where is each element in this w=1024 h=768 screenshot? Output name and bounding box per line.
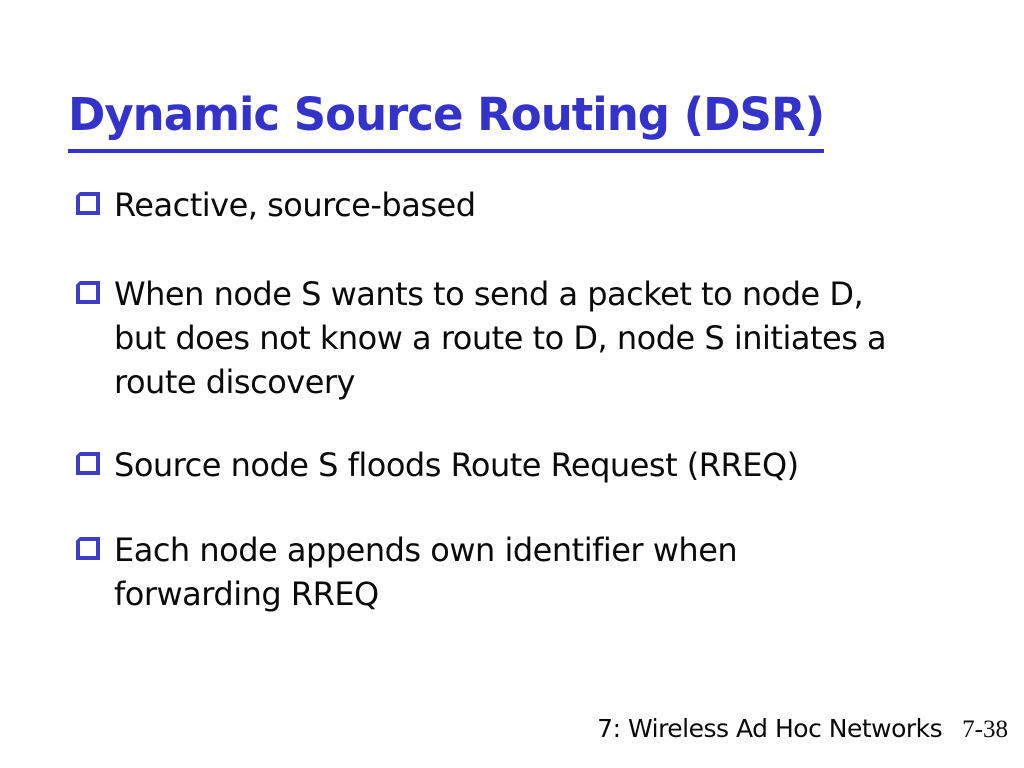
bullet-text: Each node appends own identifier when forwarding RREQ [114, 531, 738, 613]
open-square-bullet-icon [76, 192, 100, 215]
slide-title: Dynamic Source Routing (DSR) [68, 88, 824, 153]
footer [597, 714, 1008, 744]
footer-page-number: 7-38 [962, 716, 1008, 743]
bullet-text: Reactive, source-based [114, 186, 476, 224]
open-square-bullet-icon [76, 537, 100, 560]
bullet-item [76, 528, 894, 616]
bullet-text: Source node S floods Route Request (RREQ) [114, 446, 799, 484]
bullet-text: When node S wants to send a packet to node D, but does not know a route to D, node S initiates a route discovery [114, 275, 887, 401]
open-square-bullet-icon [76, 452, 100, 475]
bullet-item [76, 272, 894, 404]
bullet-item [76, 443, 799, 487]
bullet-item [76, 183, 476, 227]
footer-course-label: 7: Wireless Ad Hoc Networks [597, 714, 943, 743]
open-square-bullet-icon [76, 281, 100, 304]
